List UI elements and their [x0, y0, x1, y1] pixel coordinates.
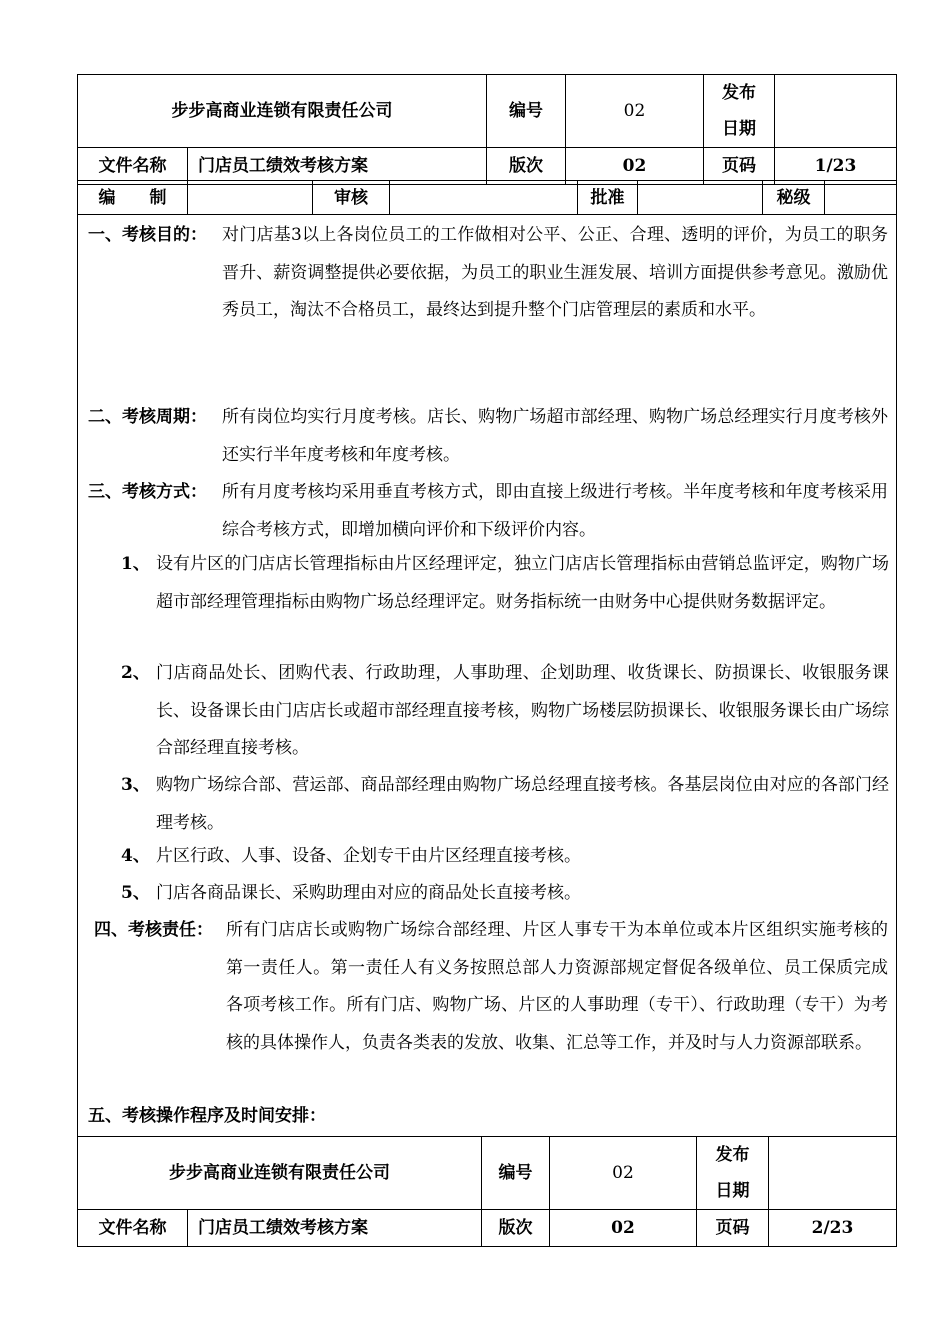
list-item-text: 门店各商品课长、采购助理由对应的商品处长直接考核。 [156, 883, 581, 903]
list-item [121, 655, 889, 768]
publish-date-label-2: 日期 [722, 119, 756, 139]
section-period-label: 二、考核周期： [88, 407, 207, 427]
page-label: 页码 [697, 1210, 769, 1247]
publish-date-label-1: 发布 [722, 83, 756, 103]
review-label: 审核 [313, 181, 390, 215]
page-value: 1/23 [775, 148, 897, 185]
review-value [390, 181, 578, 215]
section-responsibility-text: 所有门店店长或购物广场综合部经理、片区人事专干为本单位或本片区组织实施考核的第一责任人。第一责任人有义务按照总部人力资源部规定督促各级单位、员工保质完成各项考核工作。所有门店、购物广场、片区的人事助理（专干）、行政助理（专干）为考核的具体操作人，负责各类表的发放、收集、汇总等工作，并及时与人力资源部联系。 [226, 920, 888, 1053]
list-item-number: 1、 [121, 554, 150, 574]
page-label: 页码 [704, 148, 775, 185]
section-period [88, 399, 888, 474]
list-item-number: 4、 [121, 846, 150, 866]
version-label: 版次 [482, 1210, 550, 1247]
version-label: 版次 [487, 148, 566, 185]
section-responsibility-label: 四、考核责任： [94, 920, 213, 940]
section-method [88, 474, 888, 549]
version-value: 02 [550, 1210, 697, 1247]
secret-value [825, 181, 897, 215]
section-purpose [88, 217, 888, 367]
company-name: 步步高商业连锁有限责任公司 [78, 1137, 482, 1210]
section-procedure-label: 五、考核操作程序及时间安排： [88, 1106, 326, 1126]
file-name-value: 门店员工绩效考核方案 [188, 1210, 482, 1247]
section-procedure [88, 1098, 888, 1136]
approve-value [638, 181, 763, 215]
list-item-text: 购物广场综合部、营运部、商品部经理由购物广场总经理直接考核。各基层岗位由对应的各部门经理考核。 [156, 775, 889, 833]
publish-date-label [697, 1137, 769, 1210]
compile-value [188, 181, 313, 215]
header-table-1 [77, 74, 897, 185]
list-item [121, 875, 889, 913]
code-label: 编号 [487, 75, 566, 148]
page-value: 2/23 [769, 1210, 897, 1247]
company-name: 步步高商业连锁有限责任公司 [78, 75, 487, 148]
section-method-text: 所有月度考核均采用垂直考核方式，即由直接上级进行考核。半年度考核和年度考核采用综合考核方式，即增加横向评价和下级评价内容。 [222, 482, 888, 540]
list-item-text: 片区行政、人事、设备、企划专干由片区经理直接考核。 [156, 846, 581, 866]
version-value: 02 [566, 148, 704, 185]
signature-table [77, 180, 897, 215]
section-period-text: 所有岗位均实行月度考核。店长、购物广场超市部经理、购物广场总经理实行月度考核外还实行半年度考核和年度考核。 [222, 407, 888, 465]
list-item-number: 2、 [121, 663, 150, 683]
publish-date-label-1: 发布 [715, 1145, 750, 1165]
file-name-label: 文件名称 [78, 1210, 188, 1247]
compile-label: 编 制 [78, 181, 188, 215]
section-method-label: 三、考核方式： [88, 482, 207, 502]
section-purpose-label: 一、考核目的： [88, 225, 207, 245]
code-value: 02 [566, 75, 704, 148]
list-item [121, 838, 889, 876]
list-item-text: 设有片区的门店店长管理指标由片区经理评定，独立门店店长管理指标由营销总监评定，购物广场超市部经理管理指标由购物广场总经理评定。财务指标统一由财务中心提供财务数据评定。 [156, 554, 889, 612]
code-value: 02 [550, 1137, 697, 1210]
header-table-2 [77, 1136, 897, 1247]
list-item-number: 5、 [121, 883, 150, 903]
list-item-number: 3、 [121, 775, 150, 795]
publish-date-label-2: 日期 [715, 1181, 750, 1201]
section-purpose-text: 对门店基3以上各岗位员工的工作做相对公平、公正、合理、透明的评价，为员工的职务晋升、薪资调整提供必要依据，为员工的职业生涯发展、培训方面提供参考意见。激励优秀员工，淘汰不合格员工，最终达到提升整个门店管理层的素质和水平。 [222, 225, 888, 320]
section-responsibility [94, 912, 888, 1102]
code-label: 编号 [482, 1137, 550, 1210]
list-item [121, 546, 889, 659]
publish-date-value [775, 75, 897, 148]
file-name-value: 门店员工绩效考核方案 [188, 148, 487, 185]
list-item-text: 门店商品处长、团购代表、行政助理，人事助理、企划助理、收货课长、防损课长、收银服务课长、设备课长由门店店长或超市部经理直接考核，购物广场楼层防损课长、收银服务课长由广场综合部经理直接考核。 [156, 663, 889, 758]
list-item [121, 767, 889, 842]
secret-label: 秘级 [763, 181, 825, 215]
publish-date-value [769, 1137, 897, 1210]
document-body [77, 214, 897, 1136]
approve-label: 批准 [578, 181, 638, 215]
publish-date-label [704, 75, 775, 148]
file-name-label: 文件名称 [78, 148, 188, 185]
